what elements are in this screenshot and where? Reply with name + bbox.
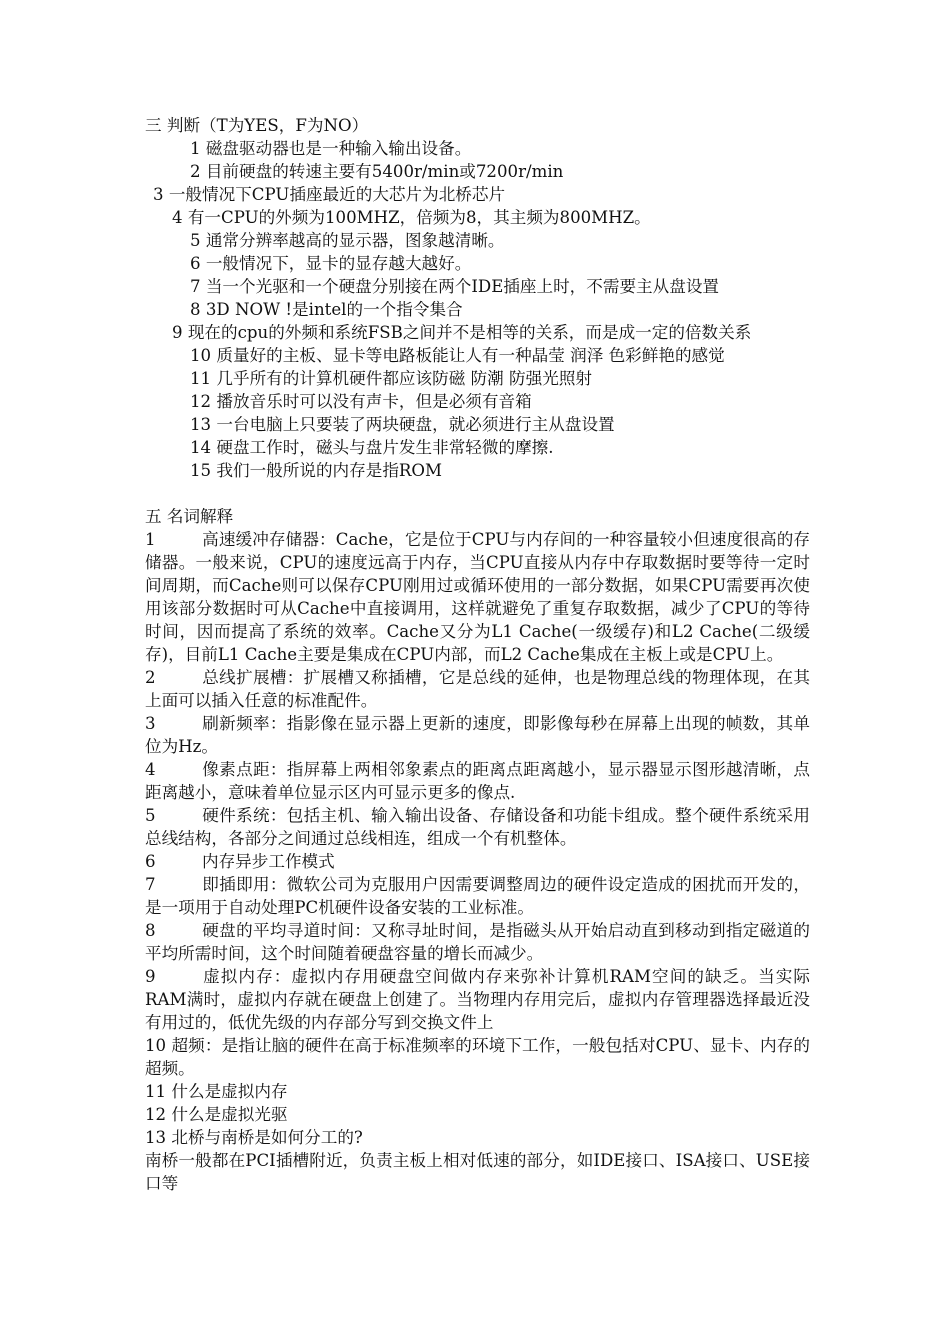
term-text: 总线扩展槽：扩展槽又称插槽，它是总线的延伸，也是物理总线的物理体现，在其上面可以插入任意的标准配件。 [145,668,810,710]
judgment-item-13: 13 一台电脑上只要装了两块硬盘，就必须进行主从盘设置 [190,415,615,434]
term-number: 9 [145,967,156,986]
judgment-item-2: 2 目前硬盘的转速主要有5400r/min或7200r/min [190,162,564,181]
term-text: 硬盘的平均寻道时间：又称寻址时间，是指磁头从开始启动直到移动到指定磁道的平均所需时间，这个时间随着硬盘容量的增长而减少。 [145,921,810,963]
term-number: 1 [145,530,156,549]
section3-heading: 三 判断（T为YES，F为NO） [145,116,369,135]
judgment-item-7: 7 当一个光驱和一个硬盘分别接在两个IDE插座上时，不需要主从盘设置 [190,277,720,296]
judgment-item-3: 3 一般情况下CPU插座最近的大芯片为北桥芯片 [153,185,506,204]
term-text: 即插即用：微软公司为克服用户因需要调整周边的硬件设定造成的困扰而开发的，是一项用于自动处理PC机硬件设备安装的工业标准。 [145,875,810,917]
term-number: 8 [145,921,156,940]
section5-heading: 五 名词解释 [145,507,234,526]
term-text: 虚拟内存：虚拟内存用硬盘空间做内存来弥补计算机RAM空间的缺乏。当实际RAM满时，虚拟内存就在硬盘上创建了。当物理内存用完后，虚拟内存管理器选择最近没有用过的，低优先级的内存部分写到交换文件上 [145,967,810,1032]
term-number: 5 [145,806,156,825]
term-item-13-answer: 南桥一般都在PCI插槽附近，负责主板上相对低速的部分，如IDE接口、ISA接口、USE接口等 [145,1151,810,1193]
judgment-item-14: 14 硬盘工作时，磁头与盘片发生非常轻微的摩擦. [190,438,554,457]
judgment-item-10-text: 10 质量好的主板、显卡等电路板能让人有一种晶莹 润泽 色彩鲜艳的感觉 [190,346,725,365]
judgment-item-5: 5 通常分辨率越高的显示器，图象越清晰。 [190,231,505,250]
term-number: 2 [145,668,156,687]
term-item-6 [145,850,810,873]
term-item-8 [145,919,810,965]
term-item-3 [145,712,810,758]
term-item-12: 12 什么是虚拟光驱 [145,1105,288,1124]
term-number: 4 [145,760,156,779]
term-number: 6 [145,852,156,871]
judgment-item-9-text: 9 现在的cpu的外频和系统FSB之间并不是相等的关系，而是成一定的倍数关系 [172,323,752,342]
judgment-item-11: 11 几乎所有的计算机硬件都应该防磁 防潮 防强光照射 [190,369,593,388]
judgment-item-1: 1 磁盘驱动器也是一种输入输出设备。 [190,139,472,158]
term-text: 高速缓冲存储器：Cache，它是位于CPU与内存间的一种容量较小但速度很高的存储器。一般来说，CPU的速度远高于内存，当CPU直接从内存中存取数据时要等待一定时间周期，而Cache则可以保存CPU刚用过或循环使用的一部分数据，如果CPU需要再次使用该部分数据时可从Cache中直接调用，这样就避免了重复存取数据，减少了CPU的等待时间，因而提高了系统的效率。Cache又分为L1 Cache(一级缓存)和L2 Cache(二级缓存)，目前L1 Cache主要是集成在CPU内部，而L2 Cache集成在主板上或是CPU上。 [145,530,810,664]
section-gap [145,482,810,505]
term-text: 硬件系统：包括主机、输入输出设备、存储设备和功能卡组成。整个硬件系统采用总线结构，各部分之间通过总线相连，组成一个有机整体。 [145,806,810,848]
term-number: 7 [145,875,156,894]
term-item-5 [145,804,810,850]
term-item-2 [145,666,810,712]
term-item-10: 10 超频：是指让脑的硬件在高于标准频率的环境下工作，一般包括对CPU、显卡、内存的超频。 [145,1036,810,1078]
term-item-7 [145,873,810,919]
term-item-1 [145,528,810,666]
judgment-item-6: 6 一般情况下，显卡的显存越大越好。 [190,254,472,273]
term-item-4 [145,758,810,804]
term-text: 内存异步工作模式 [202,852,335,871]
term-number: 3 [145,714,156,733]
term-text: 刷新频率：指影像在显示器上更新的速度，即影像每秒在屏幕上出现的帧数，其单位为Hz。 [145,714,810,756]
term-item-11: 11 什么是虚拟内存 [145,1082,288,1101]
term-text: 像素点距：指屏幕上两相邻象素点的距离点距离越小，显示器显示图形越清晰，点距离越小，意味着单位显示区内可显示更多的像点. [145,760,810,802]
judgment-item-9 [145,321,810,344]
document-page [145,114,810,1195]
judgment-item-4: 4 有一CPU的外频为100MHZ，倍频为8，其主频为800MHZ。 [172,208,651,227]
judgment-item-15: 15 我们一般所说的内存是指ROM [190,461,443,480]
term-item-9 [145,965,810,1034]
judgment-item-10 [145,344,810,367]
judgment-item-8: 8 3D NOW !是intel的一个指令集合 [190,300,463,319]
judgment-item-12: 12 播放音乐时可以没有声卡，但是必须有音箱 [190,392,532,411]
term-item-13: 13 北桥与南桥是如何分工的? [145,1128,363,1147]
